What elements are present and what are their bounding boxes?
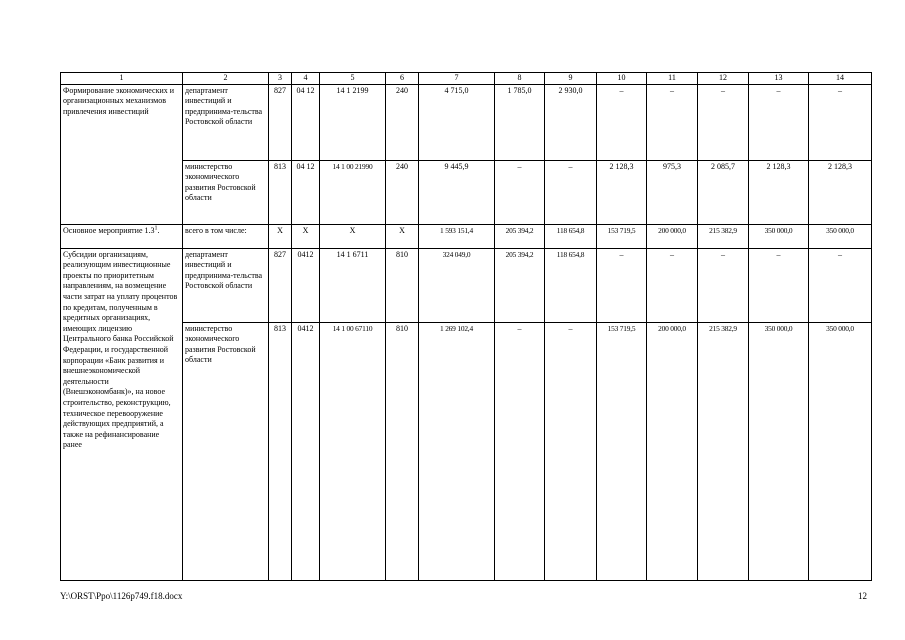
budget-table xyxy=(60,72,872,581)
year-cell: 1 785,0 xyxy=(495,84,545,160)
col-header-13: 13 xyxy=(749,73,809,85)
year-cell: – xyxy=(809,84,872,160)
total-cell: 9 445,9 xyxy=(419,160,495,224)
year-cell: – xyxy=(698,248,749,322)
col-header-4: 4 xyxy=(292,73,320,85)
vr-cell: 810 xyxy=(386,248,419,322)
col-header-2: 2 xyxy=(183,73,269,85)
measure-title-end: . xyxy=(157,225,160,235)
col-header-1: 1 xyxy=(61,73,183,85)
year-cell: – xyxy=(647,84,698,160)
year-cell: 350 000,0 xyxy=(749,322,809,580)
year-cell: – xyxy=(597,248,647,322)
total-cell: 4 715,0 xyxy=(419,84,495,160)
year-cell: 118 654,8 xyxy=(545,248,597,322)
col-header-10: 10 xyxy=(597,73,647,85)
year-cell: – xyxy=(809,248,872,322)
year-cell: – xyxy=(545,160,597,224)
column-number-row xyxy=(61,73,872,85)
total-cell: 1 269 102,4 xyxy=(419,322,495,580)
year-cell: – xyxy=(495,160,545,224)
executor-cell: департамент инвестиций и предпринима-тельства Ростовской области xyxy=(183,248,269,322)
measure-title xyxy=(61,224,183,248)
executor-cell: всего в том числе: xyxy=(183,224,269,248)
year-cell: 153 719,5 xyxy=(597,322,647,580)
year-cell: 118 654,8 xyxy=(545,224,597,248)
csr-cell: 14 1 00 21990 xyxy=(320,160,386,224)
year-cell: 2 128,3 xyxy=(749,160,809,224)
total-cell: 324 049,0 xyxy=(419,248,495,322)
year-cell: – xyxy=(698,84,749,160)
table-row xyxy=(61,322,872,580)
year-cell: 205 394,2 xyxy=(495,248,545,322)
csr-cell: Х xyxy=(320,224,386,248)
vr-cell: 810 xyxy=(386,322,419,580)
table-row xyxy=(61,248,872,322)
year-cell: – xyxy=(495,322,545,580)
grbs-cell: Х xyxy=(269,224,292,248)
year-cell: – xyxy=(545,322,597,580)
table-row xyxy=(61,160,872,224)
col-header-8: 8 xyxy=(495,73,545,85)
csr-cell: 14 1 6711 xyxy=(320,248,386,322)
rzpr-cell: 0412 xyxy=(292,248,320,322)
year-cell: 2 930,0 xyxy=(545,84,597,160)
year-cell: 2 128,3 xyxy=(597,160,647,224)
csr-cell: 14 1 2199 xyxy=(320,84,386,160)
csr-cell: 14 1 00 67110 xyxy=(320,322,386,580)
col-header-6: 6 xyxy=(386,73,419,85)
year-cell: 215 382,9 xyxy=(698,224,749,248)
year-cell: 205 394,2 xyxy=(495,224,545,248)
table-row xyxy=(61,84,872,160)
executor-cell: министерство экономического развития Ростовской области xyxy=(183,322,269,580)
total-cell: 1 593 151,4 xyxy=(419,224,495,248)
year-cell: – xyxy=(749,84,809,160)
year-cell: 215 382,9 xyxy=(698,322,749,580)
year-cell: 350 000,0 xyxy=(809,224,872,248)
rzpr-cell: 04 12 xyxy=(292,84,320,160)
grbs-cell: 827 xyxy=(269,84,292,160)
rzpr-cell: 0412 xyxy=(292,322,320,580)
vr-cell: 240 xyxy=(386,160,419,224)
col-header-14: 14 xyxy=(809,73,872,85)
rzpr-cell: 04 12 xyxy=(292,160,320,224)
page-number: 12 xyxy=(858,591,867,601)
col-header-11: 11 xyxy=(647,73,698,85)
col-header-5: 5 xyxy=(320,73,386,85)
col-header-9: 9 xyxy=(545,73,597,85)
vr-cell: 240 xyxy=(386,84,419,160)
measure-title-text: Основное мероприятие 1.3 xyxy=(63,225,155,235)
year-cell: 975,3 xyxy=(647,160,698,224)
year-cell: 200 000,0 xyxy=(647,322,698,580)
grbs-cell: 813 xyxy=(269,160,292,224)
year-cell: 153 719,5 xyxy=(597,224,647,248)
year-cell: – xyxy=(749,248,809,322)
executor-cell: министерство экономического развития Ростовской области xyxy=(183,160,269,224)
col-header-7: 7 xyxy=(419,73,495,85)
vr-cell: Х xyxy=(386,224,419,248)
table-row xyxy=(61,224,872,248)
col-header-3: 3 xyxy=(269,73,292,85)
measure-description: Субсидии организациям, реализующим инвестиционные проекты по приоритетным направлениям, на возмещение части затрат на уплату процентов по кредитам, полученным в кредитных организациях, имеющих лицензию Центрального банка Российской Федерации, и государственной корпорации «Банк развития и внешнеэкономической деятельности (Внешэкономбанк)», на новое строительство, реконструкцию, техническое перевооружение действующих предприятий, а также на рефинансирование ранее xyxy=(61,248,183,580)
executor-cell: департамент инвестиций и предпринима-тельства Ростовской области xyxy=(183,84,269,160)
file-path: Y:\ORST\Ppo\1126p749.f18.docx xyxy=(60,591,183,601)
rzpr-cell: Х xyxy=(292,224,320,248)
year-cell: 2 128,3 xyxy=(809,160,872,224)
col-header-12: 12 xyxy=(698,73,749,85)
year-cell: 350 000,0 xyxy=(749,224,809,248)
grbs-cell: 813 xyxy=(269,322,292,580)
year-cell: 350 000,0 xyxy=(809,322,872,580)
year-cell: – xyxy=(647,248,698,322)
year-cell: 200 000,0 xyxy=(647,224,698,248)
measure-name: Формирование экономических и организационных механизмов привлечения инвестиций xyxy=(61,84,183,224)
footnote-mark: 1 xyxy=(154,224,158,231)
year-cell: – xyxy=(597,84,647,160)
year-cell: 2 085,7 xyxy=(698,160,749,224)
grbs-cell: 827 xyxy=(269,248,292,322)
